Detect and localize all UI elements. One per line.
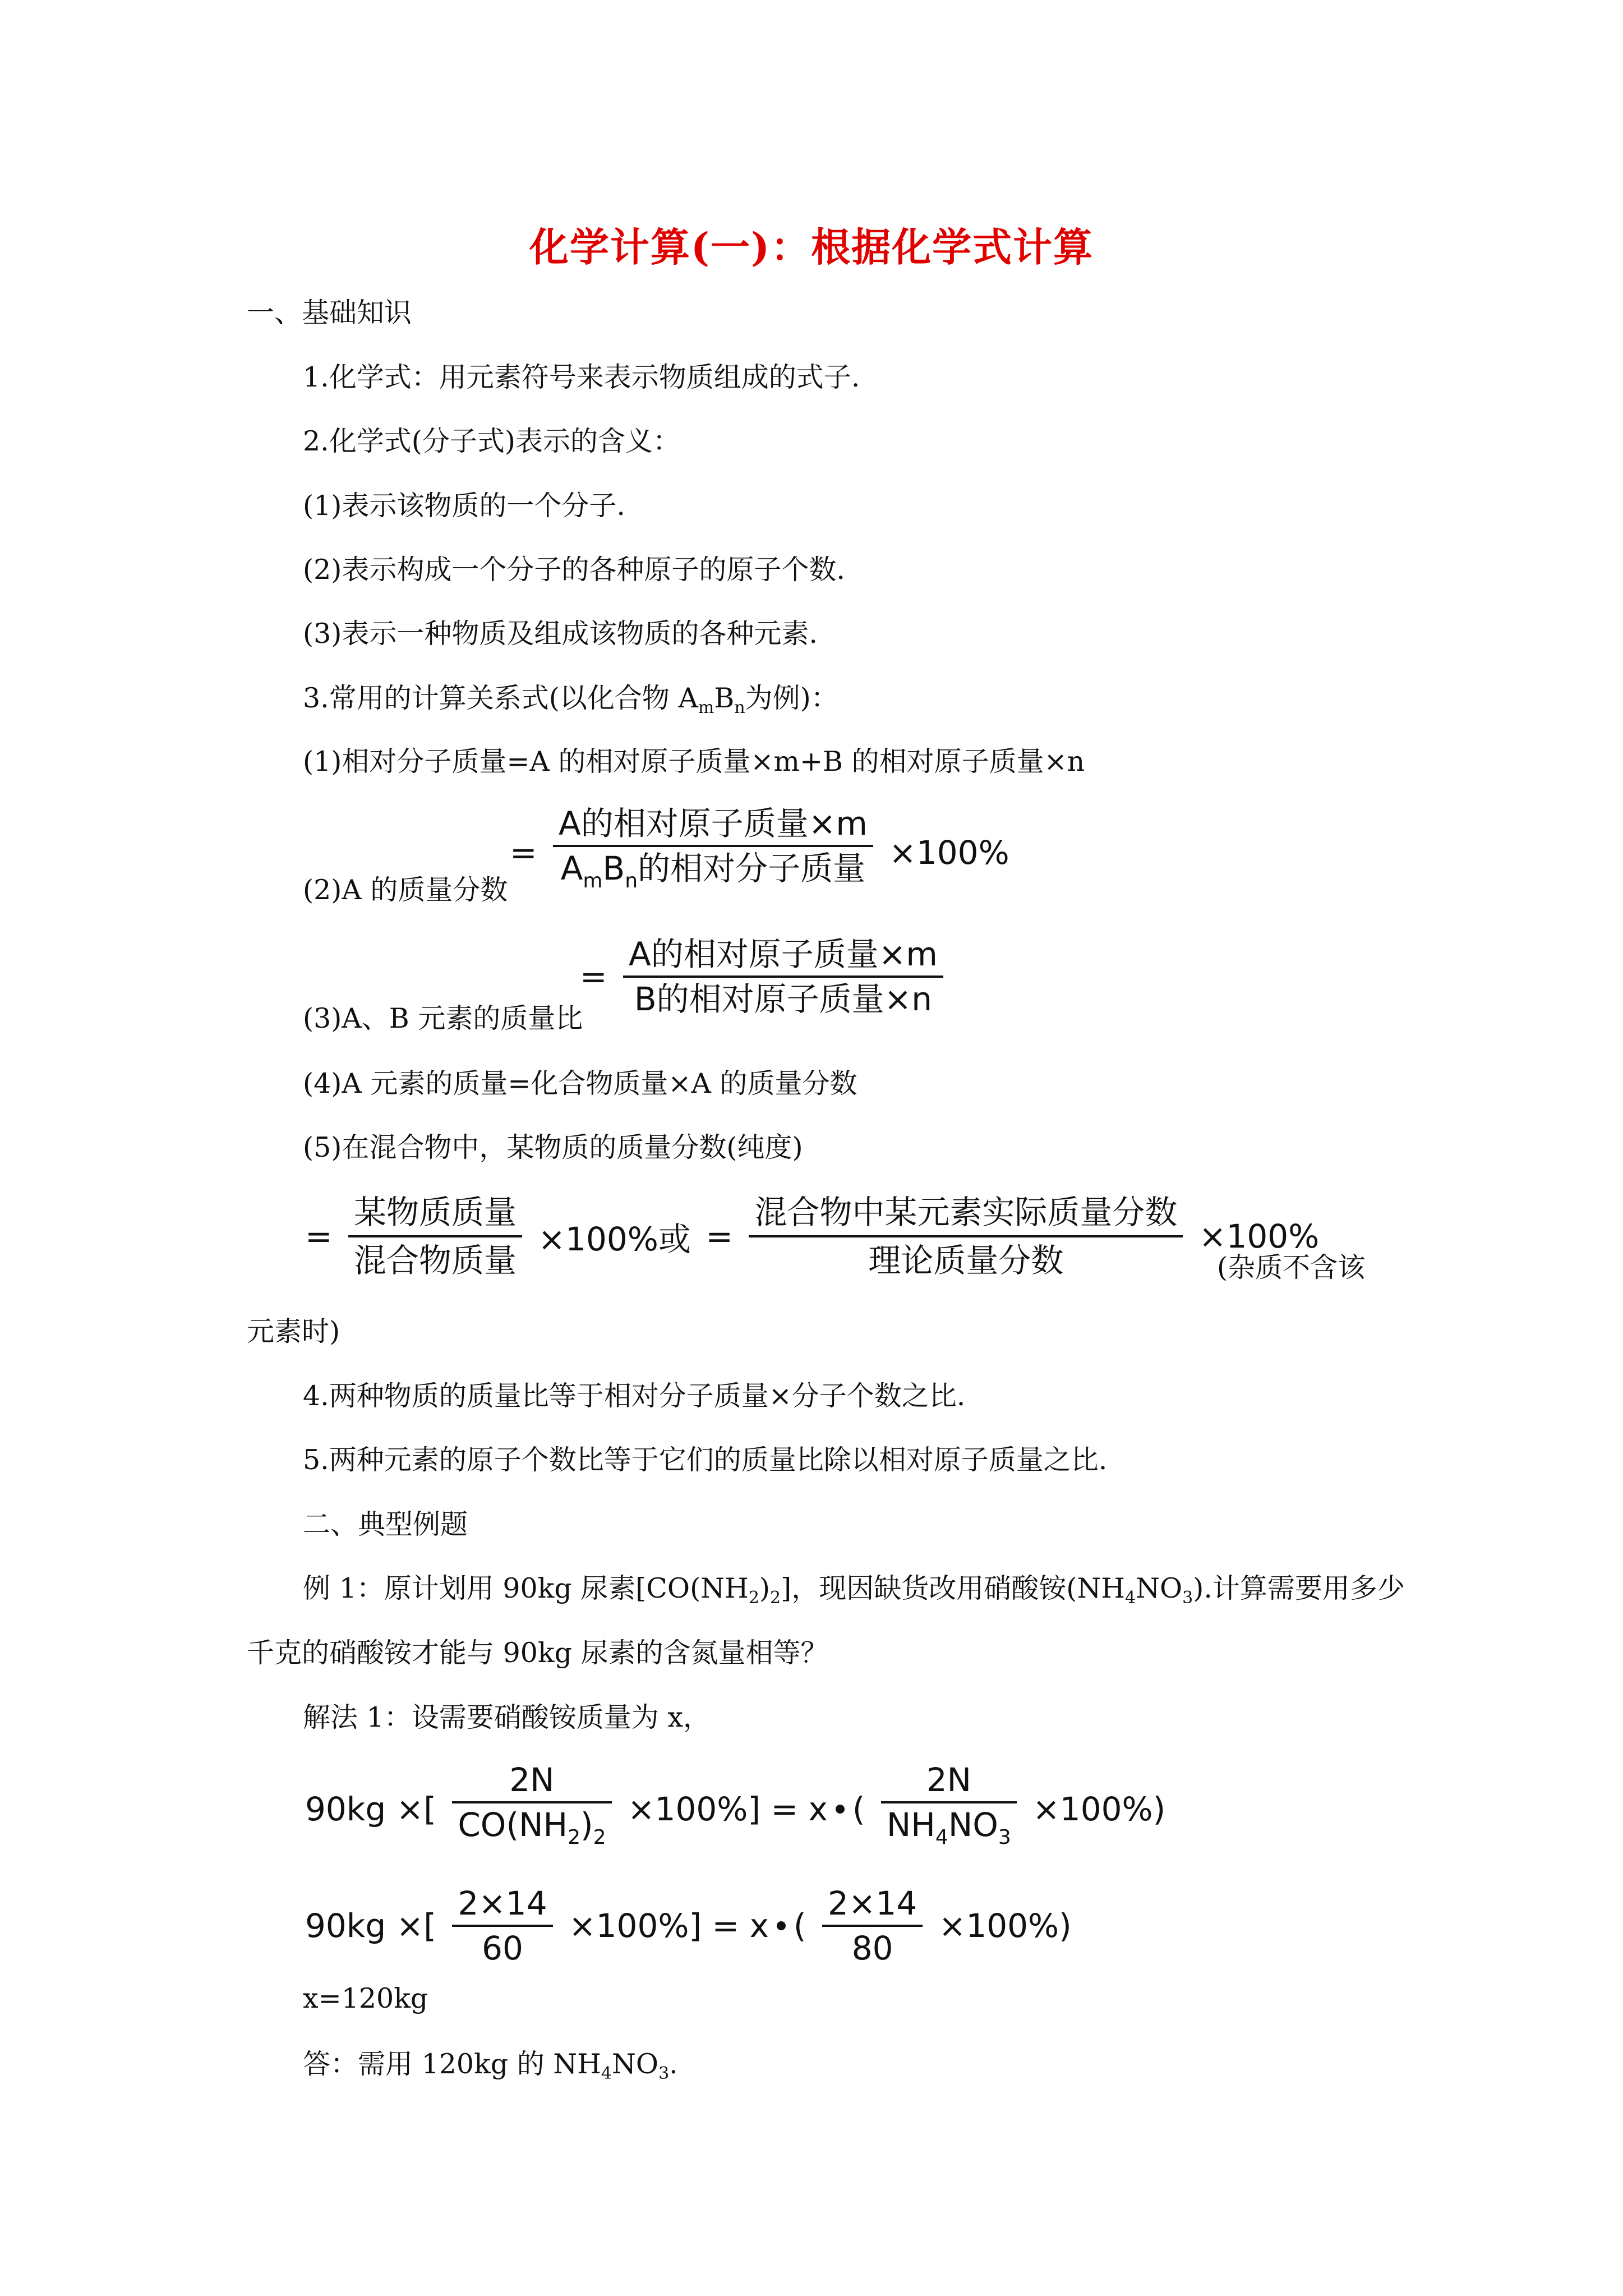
answer: 答：需用 120kg 的 $NH_4NO_3$. — [303, 2048, 678, 2083]
item-3-3-label: (3)A、B 元素的质量比 — [303, 1002, 583, 1034]
multiplication-dot — [836, 1805, 845, 1814]
fraction — [452, 1759, 611, 1859]
numerator: 2N — [881, 1759, 1017, 1803]
fraction — [881, 1759, 1017, 1859]
formula-mass-ratio — [578, 933, 947, 1020]
equals-sign: = — [305, 1217, 333, 1255]
item-3-1: (1)相对分子质量=A 的相对原子质量×m+B 的相对原子质量×n — [303, 746, 1085, 777]
item-2-1: (1)表示该物质的一个分子. — [303, 490, 625, 522]
note-part-1: (杂质不含该 — [1217, 1251, 1366, 1283]
item-3-2-label: (2)A 的质量分数 — [303, 874, 508, 906]
result-x: x=120kg — [303, 1982, 428, 2014]
item-2-2: (2)表示构成一个分子的各种原子的原子个数. — [303, 554, 845, 586]
fraction — [348, 1189, 522, 1283]
item-3-5: (5)在混合物中，某物质的质量分数(纯度) — [303, 1131, 803, 1163]
denominator: 混合物质量 — [354, 1241, 517, 1280]
numerator: A的相对原子质量×m — [553, 802, 873, 847]
fraction — [452, 1882, 552, 1970]
numerator: 2×14 — [452, 1882, 552, 1927]
denominator: $CO(NH_2)_2$ — [458, 1806, 606, 1849]
item-4: 4.两种物质的质量比等于相对分子质量×分子个数之比. — [303, 1380, 966, 1412]
multiplication-dot — [777, 1921, 786, 1930]
equals-sign: = — [706, 1217, 733, 1255]
item-3: 3.常用的计算关系式(以化合物 $A_mB_n$为例)： — [303, 682, 838, 717]
numerator: 2N — [452, 1759, 611, 1803]
equation-1: 90kg ×[ $\frac{2N}{CO(NH_2)_2}$ ×100%] = x ( $\frac{2N}{NH_4NO_3}$ ×100%) — [303, 1759, 1168, 1859]
denominator: 60 — [482, 1929, 523, 1967]
equals-sign: = — [510, 833, 537, 872]
fraction — [553, 802, 873, 903]
formula-mass-fraction: = $\frac{\text{A的相对原子质量×m}}{A_mB_n的相对分子质量}$ ×100% — [508, 802, 1012, 903]
fraction — [623, 933, 943, 1020]
item-3-4: (4)A 元素的质量=化合物质量×A 的质量分数 — [303, 1068, 857, 1099]
equation-2: 90kg ×[ $\frac{2\times 14}{60}$ ×100%] = x ( $\frac{2\times 14}{80}$ ×100%) — [303, 1882, 1074, 1970]
item-5: 5.两种元素的原子个数比等于它们的质量比除以相对原子质量之比. — [303, 1444, 1108, 1476]
numerator: A的相对原子质量×m — [623, 933, 943, 978]
item-2: 2.化学式(分子式)表示的含义： — [303, 425, 680, 457]
denominator: $NH_4NO_3$ — [886, 1806, 1011, 1849]
example-1-line-2: 千克的硝酸铵才能与 90kg 尿素的含氮量相等？ — [247, 1637, 828, 1669]
example-1-line-1: 例 1：原计划用 90kg 尿素$[CO(NH_2)_2]$，现因缺货改用硝酸铵$(NH_4NO_3)$.计算需要用多少 — [303, 1572, 1405, 1608]
fraction — [749, 1189, 1183, 1283]
page-title: 化学计算(一)：根据化学式计算 — [529, 224, 1094, 270]
section-heading-examples: 二、典型例题 — [303, 1508, 468, 1540]
solution-1-intro: 解法 1：设需要硝酸铵质量为 x， — [303, 1701, 711, 1733]
item-1: 1.化学式：用元素符号来表示物质组成的式子. — [303, 361, 860, 393]
denominator: 理论质量分数 — [868, 1241, 1064, 1280]
numerator: 某物质质量 — [348, 1189, 522, 1237]
equals-sign: = — [580, 958, 607, 996]
item-2-3: (3)表示一种物质及组成该物质的各种元素. — [303, 618, 818, 650]
numerator: 混合物中某元素实际质量分数 — [749, 1189, 1183, 1237]
denominator: 80 — [851, 1929, 893, 1967]
denominator: $A_mB_n$的相对分子质量 — [560, 849, 866, 892]
section-heading-basics: 一、基础知识 — [247, 297, 412, 329]
fraction — [822, 1882, 923, 1970]
formula-purity: = $\frac{\text{某物质质量}}{\text{混合物质量}}$ ×100%或 = $\frac{\text{混合物中某元素实际质量分数}}{\text{理论质量分数}}$ ×100% — [303, 1189, 1321, 1283]
note-part-2: 元素时) — [247, 1315, 340, 1347]
numerator: 2×14 — [822, 1882, 923, 1927]
denominator: B的相对原子质量×n — [634, 980, 933, 1018]
